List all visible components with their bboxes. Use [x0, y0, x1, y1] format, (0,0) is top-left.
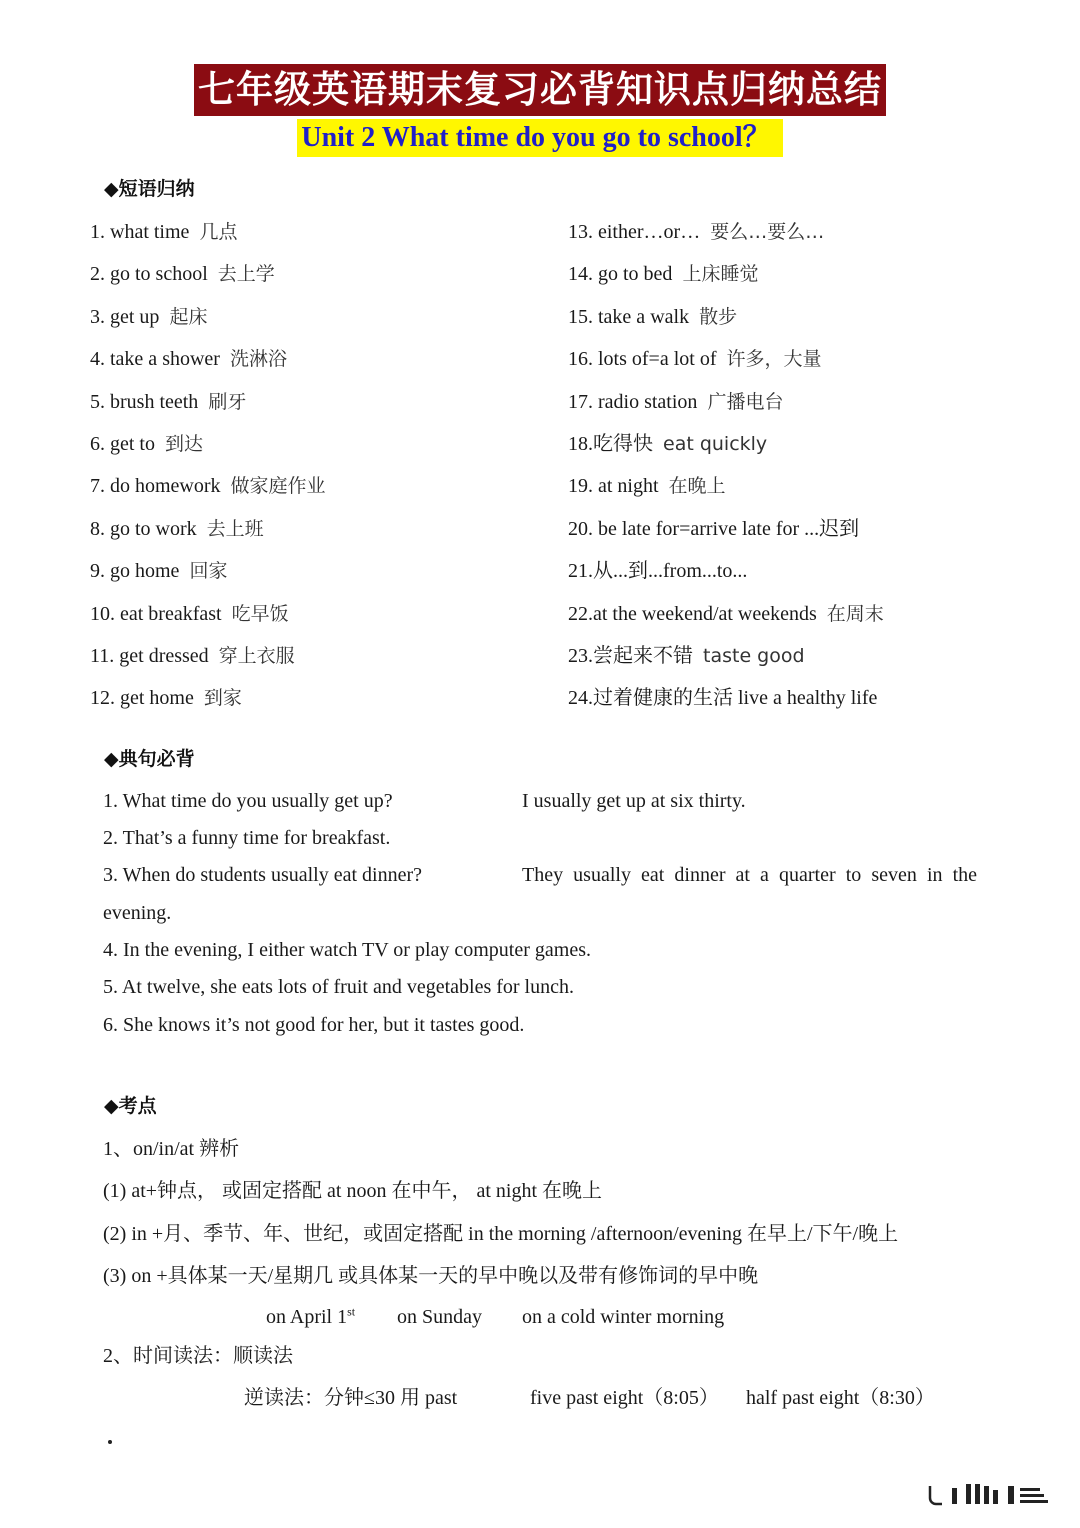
phrase-en: 4. take a shower — [90, 348, 220, 371]
sentence-3-question: 3. When do students usually eat dinner? — [103, 864, 423, 886]
sentence-2: 2. That’s a funny time for breakfast. — [103, 827, 391, 849]
phrase-en: 15. take a walk — [568, 305, 690, 328]
phrase-item — [90, 304, 207, 330]
phrase-en: 13. either…or… — [568, 221, 701, 243]
example-cold-morning: on a cold winter morning — [522, 1306, 725, 1328]
phrase-item — [568, 558, 747, 584]
point-2-reverse: 逆读法：分钟≤30 用 past — [244, 1387, 458, 1409]
phrase-item — [90, 431, 203, 457]
phrase-en: 5. brush teeth — [90, 390, 199, 413]
phrase-en: 3. get up — [90, 305, 160, 328]
sentence-5: 5. At twelve, she eats lots of fruit and vegetables for lunch. — [103, 976, 574, 998]
phrase-item — [568, 685, 877, 711]
example-on-sunday: on Sunday — [397, 1306, 482, 1328]
phrase-item — [568, 601, 884, 627]
sentence-3-continuation: evening. — [103, 902, 172, 924]
phrase-zh: 要么…要么… — [710, 221, 825, 243]
point-1-at: (1) at+钟点， 或固定搭配 at noon 在中午， at night 在晚上 — [103, 1180, 603, 1202]
phrases-heading: ◆短语归纳 — [104, 178, 195, 200]
phrase-en: 18.吃得快 — [568, 433, 653, 455]
phrase-item — [90, 558, 227, 584]
bullet-dot — [108, 1440, 112, 1444]
phrase-en: 21.从...到...from...to... — [568, 560, 748, 583]
phrase-zh: 到家 — [203, 687, 242, 710]
phrase-zh: 做家庭作业 — [230, 475, 326, 498]
phrase-zh: 去上班 — [206, 517, 264, 540]
phrase-zh: taste good — [703, 645, 805, 667]
sentence-6: 6. She knows it’s not good for her, but it tastes good. — [103, 1014, 525, 1036]
phrase-item — [568, 516, 859, 542]
phrase-zh: 广播电台 — [707, 390, 784, 413]
phrase-item — [90, 389, 246, 415]
phrase-zh: 起床 — [169, 305, 208, 328]
sentence-1-answer: I usually get up at six thirty. — [522, 790, 746, 812]
point-1-in: (2) in +月、季节、年、世纪，或固定搭配 in the morning /afternoon/evening 在早上/下午/晚上 — [103, 1223, 899, 1245]
phrase-en: 17. radio station — [568, 390, 698, 413]
phrase-item — [90, 601, 289, 627]
phrase-item — [568, 304, 737, 330]
example-on-april-sup: st — [347, 1304, 356, 1319]
point-1-title — [103, 1136, 239, 1162]
phrase-item — [568, 261, 758, 287]
phrase-item — [90, 685, 242, 711]
watermark-logo-icon — [928, 1480, 1058, 1506]
phrase-item — [90, 346, 287, 372]
phrase-zh: 许多，大量 — [726, 348, 822, 371]
phrase-zh: 在晚上 — [668, 475, 726, 498]
example-on-april-text: on April 1 — [266, 1306, 348, 1328]
phrase-item — [568, 346, 822, 372]
phrase-item — [90, 261, 275, 287]
phrase-item — [90, 219, 237, 245]
point-1-on: (3) on +具体某一天/星期几 或具体某一天的早中晚以及带有修饰词的早中晚 — [103, 1265, 759, 1287]
phrase-zh: 在周末 — [826, 602, 884, 625]
unit-subtitle: Unit 2 What time do you go to school？ — [297, 119, 782, 157]
phrase-zh: 洗淋浴 — [229, 348, 287, 371]
phrase-en: 19. at night — [568, 475, 659, 498]
phrase-en: 20. be late for=arrive late for ...迟到 — [568, 517, 860, 540]
points-heading: ◆考点 — [104, 1095, 157, 1117]
subtitle-wrap — [0, 119, 1080, 157]
page-title: 七年级英语期末复习必背知识点归纳总结 — [194, 64, 886, 116]
phrase-item — [568, 219, 824, 245]
phrase-en: 10. eat breakfast — [90, 602, 222, 625]
phrase-en: 16. lots of=a lot of — [568, 348, 717, 371]
phrase-en: 23.尝起来不错 — [568, 645, 693, 667]
phrase-item — [568, 473, 726, 499]
sentence-1-question: 1. What time do you usually get up? — [103, 790, 393, 812]
phrase-en: 8. go to work — [90, 517, 197, 540]
phrase-en: 1. what time — [90, 221, 190, 243]
phrase-en: 6. get to — [90, 433, 155, 455]
phrase-en: 11. get dressed — [90, 645, 209, 667]
phrase-zh: 散步 — [699, 305, 738, 328]
title-wrap — [0, 64, 1080, 116]
phrase-zh: 回家 — [189, 560, 228, 583]
point-2-example-1: five past eight（8:05） — [530, 1387, 719, 1409]
phrase-en: 14. go to bed — [568, 263, 673, 286]
point-1-title-text: 1、on/in/at 辨析 — [103, 1138, 240, 1160]
phrase-en: 7. do homework — [90, 475, 221, 498]
phrase-en: 22.at the weekend/at weekends — [568, 602, 817, 625]
phrase-en: 9. go home — [90, 560, 180, 583]
phrase-item — [568, 431, 767, 457]
phrase-item — [568, 643, 805, 669]
phrase-zh: 到达 — [165, 433, 204, 455]
phrase-zh: 几点 — [199, 221, 238, 243]
sentences-heading: ◆典句必背 — [104, 748, 195, 770]
phrase-zh: 吃早饭 — [231, 602, 289, 625]
sentence-3-answer: They usually eat dinner at a quarter to seven in the — [522, 864, 977, 886]
example-on-april — [266, 1304, 355, 1330]
phrase-zh: 刷牙 — [208, 390, 247, 413]
phrase-item — [90, 473, 326, 499]
sentence-4: 4. In the evening, I either watch TV or play computer games. — [103, 939, 591, 961]
phrase-item — [568, 389, 783, 415]
phrase-zh: 去上学 — [217, 263, 275, 286]
phrase-en: 2. go to school — [90, 263, 208, 286]
phrase-item — [90, 643, 295, 669]
phrase-zh: 上床睡觉 — [682, 263, 759, 286]
point-2-title: 2、时间读法：顺读法 — [103, 1345, 293, 1367]
phrase-zh: 穿上衣服 — [218, 645, 295, 667]
phrase-en: 24.过着健康的生活 live a healthy life — [568, 687, 878, 710]
phrase-zh: eat quickly — [663, 433, 768, 455]
point-2-example-2: half past eight（8:30） — [746, 1387, 935, 1409]
phrase-item — [90, 516, 264, 542]
phrase-en: 12. get home — [90, 687, 194, 710]
